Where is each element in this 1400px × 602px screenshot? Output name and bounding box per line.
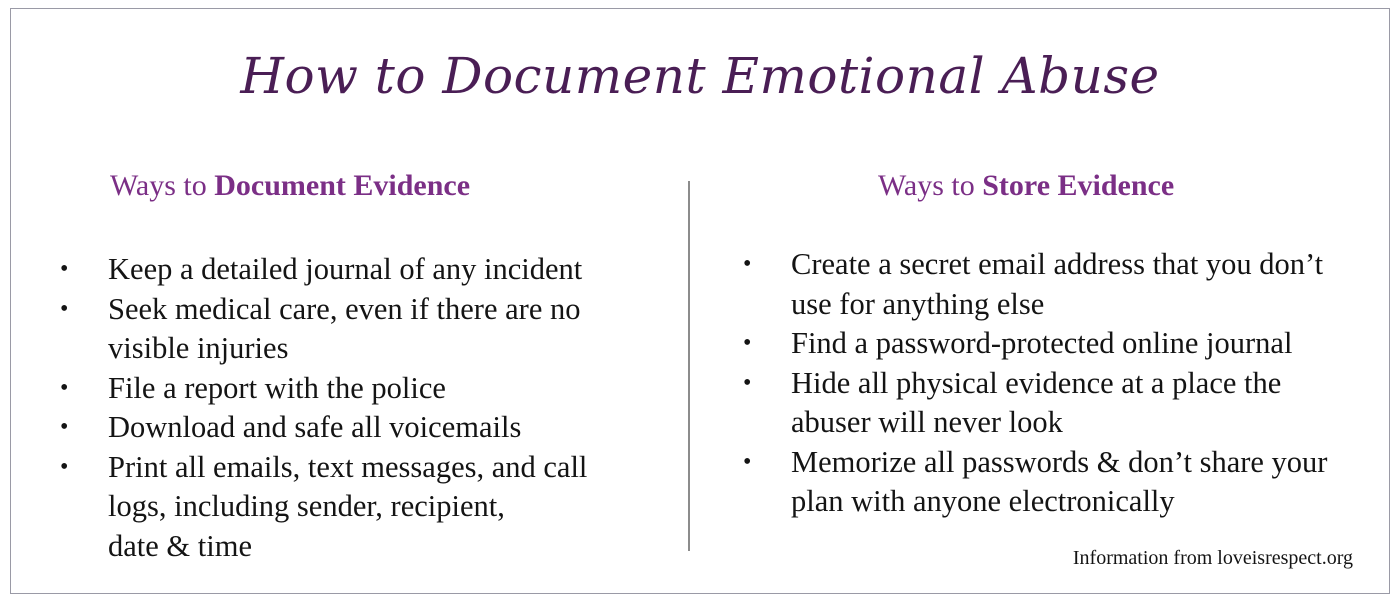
infographic-card <box>10 8 1390 594</box>
list-item <box>743 245 1363 324</box>
page-title: How to Document Emotional Abuse <box>240 47 1160 105</box>
list-item-text: Keep a detailed journal of any incident <box>108 252 583 286</box>
list-item <box>60 290 640 369</box>
list-item-text: Find a password-protected online journal <box>791 326 1293 360</box>
store-evidence-list <box>743 245 1363 522</box>
list-item-text: File a report with the police <box>108 370 446 405</box>
list-item <box>60 250 640 290</box>
bullet-icon: • <box>60 256 69 282</box>
list-item-text: Print all emails, text messages, and call logs, including sender, recipient, <box>108 449 588 523</box>
heading-bold: Document Evidence <box>214 169 471 202</box>
heading-prefix: Ways to <box>878 169 983 202</box>
heading-prefix: Ways to <box>110 169 215 202</box>
list-item <box>60 448 640 567</box>
heading-bold: Store Evidence <box>982 169 1175 202</box>
list-item-text: Seek medical care, even if there are no visible injuries <box>108 291 581 365</box>
source-credit: Information from loveisrespect.org <box>1072 547 1353 569</box>
bullet-icon: • <box>60 295 69 322</box>
list-item <box>60 408 640 448</box>
list-item-text: Hide all physical evidence at a place the abuser will never look <box>791 365 1282 439</box>
bullet-icon: • <box>743 251 752 277</box>
bullet-icon: • <box>743 448 752 475</box>
list-item-text-continued: date & time <box>108 528 252 563</box>
list-item <box>743 324 1363 364</box>
bullet-icon: • <box>60 414 69 440</box>
document-evidence-list <box>60 250 640 566</box>
column-divider <box>688 181 690 551</box>
list-item <box>743 364 1363 443</box>
bullet-icon: • <box>743 330 752 356</box>
bullet-icon: • <box>60 453 69 480</box>
list-item-text: Download and safe all voicemails <box>108 410 522 444</box>
list-item <box>60 369 640 409</box>
store-evidence-heading <box>878 169 1174 203</box>
document-evidence-heading <box>110 169 470 203</box>
bullet-icon: • <box>60 374 69 401</box>
list-item-text: Memorize all passwords & don’t share your plan with anyone electronically <box>791 444 1328 518</box>
bullet-icon: • <box>743 369 752 396</box>
list-item-text: Create a secret email address that you don’t use for anything else <box>791 247 1324 321</box>
list-item <box>743 443 1363 522</box>
